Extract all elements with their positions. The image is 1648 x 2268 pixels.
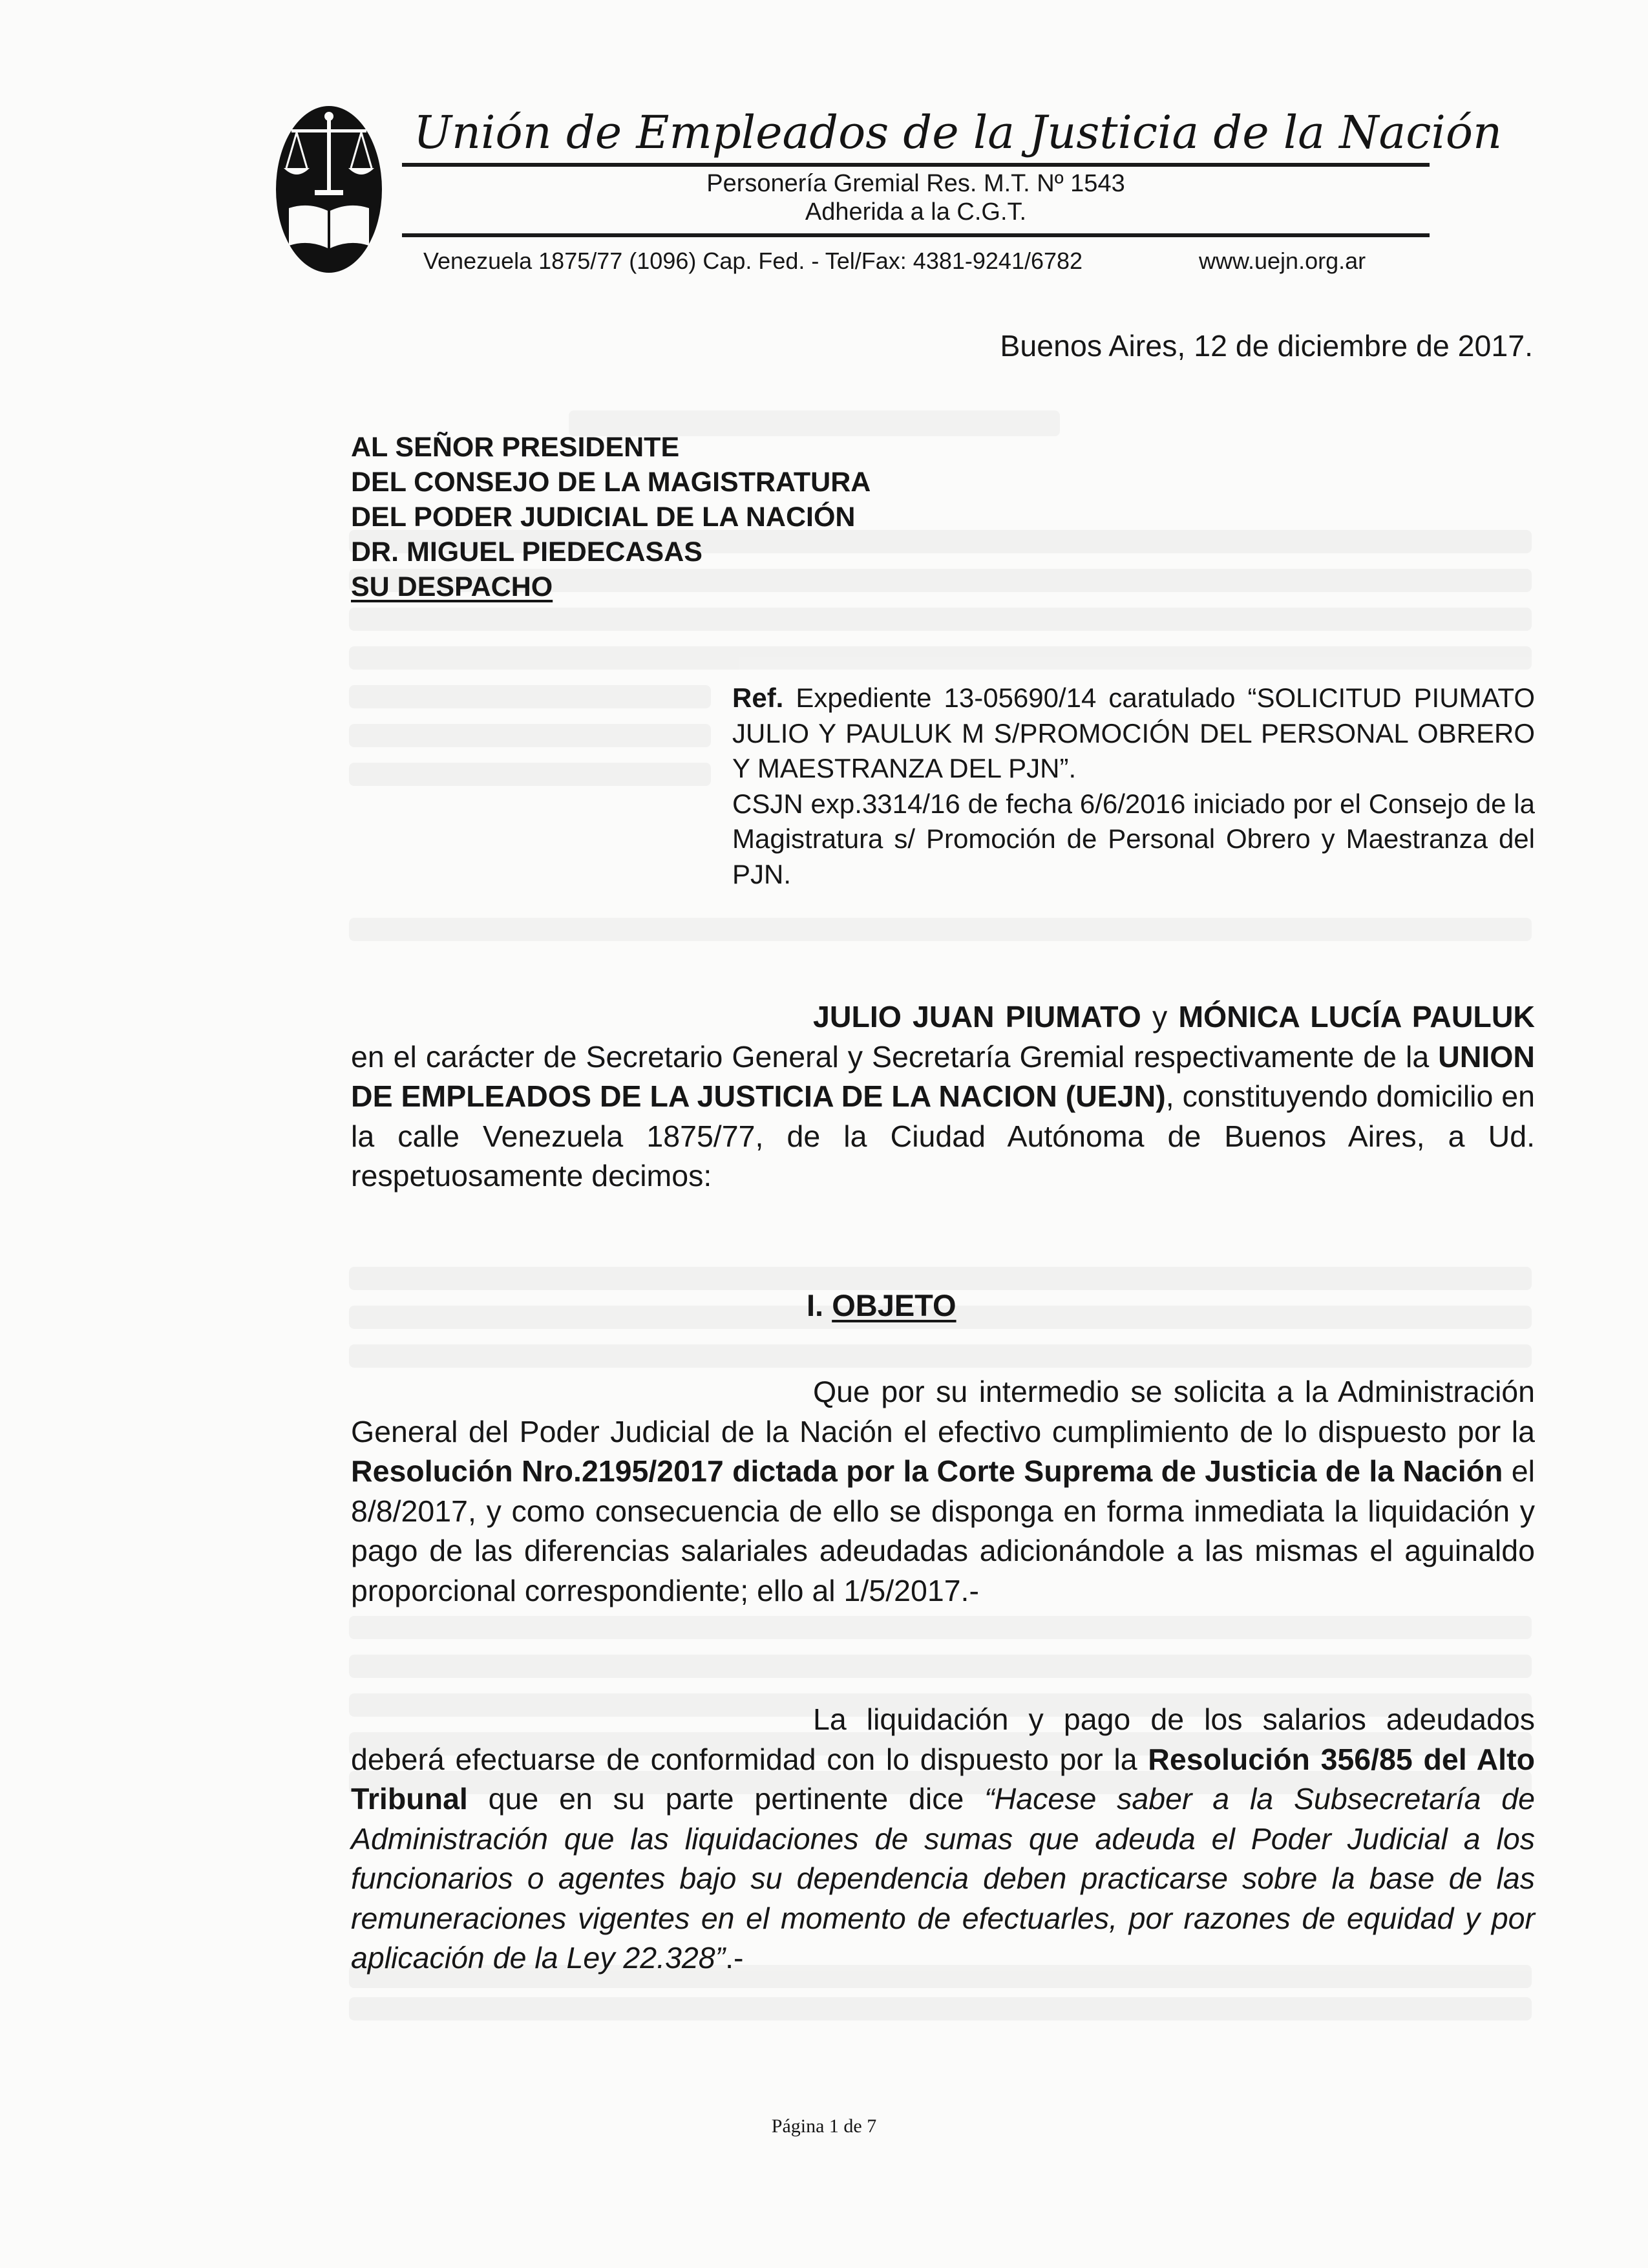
intro-text: y xyxy=(1141,1000,1179,1033)
organization-name: Unión de Empleados de la Justicia de la Nación xyxy=(414,106,1503,159)
addressee-line: AL SEÑOR PRESIDENTE xyxy=(351,432,680,463)
reference-text: CSJN exp.3314/16 de fecha 6/6/2016 iniciado por el Consejo de la Magistratura s/ Promoción de Personal Obrero y Maestranza del PJN. xyxy=(732,788,1535,889)
reference-block xyxy=(732,681,1535,892)
intro-text: en el carácter de Secretario General y Secretaría Gremial respectivamente de la xyxy=(351,1039,1439,1074)
body-paragraph xyxy=(351,1372,1535,1611)
resolution-reference: Resolución Nro.2195/2017 dictada por la Corte Suprema de Justicia de la Nación xyxy=(351,1454,1503,1488)
reference-label: Ref. xyxy=(732,683,784,713)
section-number: I. xyxy=(807,1288,832,1322)
letter-date: Buenos Aires, 12 de diciembre de 2017. xyxy=(1000,329,1533,363)
uejn-logo-icon xyxy=(275,105,383,274)
signer-name: JULIO JUAN PIUMATO xyxy=(813,1000,1141,1033)
paragraph-text: Que por su intermedio se solicita a la Administración General del Poder Judicial de la Nación el efectivo cumplimiento de lo dispuesto por la xyxy=(351,1375,1535,1448)
addressee-line: SU DESPACHO xyxy=(351,571,553,602)
intro-text: , constituyendo domicilio en la calle Venezuela 1875/77, de la Ciudad Autónoma de Buenos Aires, a Ud. respetuosamente decimos: xyxy=(351,1079,1535,1192)
body-paragraph xyxy=(351,1700,1535,1978)
addressee-block xyxy=(351,430,871,604)
intro-paragraph xyxy=(351,997,1535,1196)
paragraph-text: que en su parte pertinente dice xyxy=(467,1782,985,1816)
section-heading xyxy=(807,1286,956,1325)
personeria-gremial: Personería Gremial Res. M.T. Nº 1543 xyxy=(706,170,1125,197)
section-title: OBJETO xyxy=(832,1288,956,1322)
page-number: Página 1 de 7 xyxy=(771,2115,877,2137)
letterhead-website: www.uejn.org.ar xyxy=(1199,248,1366,274)
addressee-line: DEL PODER JUDICIAL DE LA NACIÓN xyxy=(351,502,856,533)
reference-text: Expediente 13-05690/14 caratulado “SOLICITUD PIUMATO JULIO Y PAULUK M S/PROMOCIÓN DEL PERSONAL OBRERO Y MAESTRANZA DEL PJN”. xyxy=(732,683,1535,783)
paragraph-text: La liquidación y pago de los salarios adeudados deberá efectuarse de conformidad con lo dispuesto por la xyxy=(351,1702,1535,1776)
quoted-text: “Hacese saber a la Subsecretaría de Administración que las liquidaciones de sumas que adeuda el Poder Judicial a los funcionarios o agentes bajo su dependencia deben practicarse sobre la base de las remuneraciones vigentes en el momento de efectuarles, por razones de equidad y por aplicación de la Ley 22.328” xyxy=(351,1782,1536,1975)
union-name: UNION DE EMPLEADOS DE LA JUSTICIA DE LA NACION (UEJN) xyxy=(351,1039,1535,1113)
adherida-cgt: Adherida a la C.G.T. xyxy=(805,198,1027,226)
signer-name: MÓNICA LUCÍA PAULUK xyxy=(1178,1000,1535,1033)
addressee-line: DEL CONSEJO DE LA MAGISTRATURA xyxy=(351,467,871,498)
addressee-line: DR. MIGUEL PIEDECASAS xyxy=(351,536,703,567)
paragraph-text: .- xyxy=(725,1941,744,1975)
letterhead-divider xyxy=(402,163,1430,167)
letterhead-divider xyxy=(402,233,1430,237)
paragraph-text: el 8/8/2017, y como consecuencia de ello se disponga en forma inmediata la liquidación y pago de las diferencias salariales adeudadas adicionándole a las mismas el aguinaldo proporcional correspondiente; ello al 1/5/2017.- xyxy=(351,1454,1535,1607)
resolution-reference: Resolución 356/85 del Alto Tribunal xyxy=(351,1742,1535,1816)
letterhead-address: Venezuela 1875/77 (1096) Cap. Fed. - Tel/Fax: 4381-9241/6782 xyxy=(423,248,1083,274)
